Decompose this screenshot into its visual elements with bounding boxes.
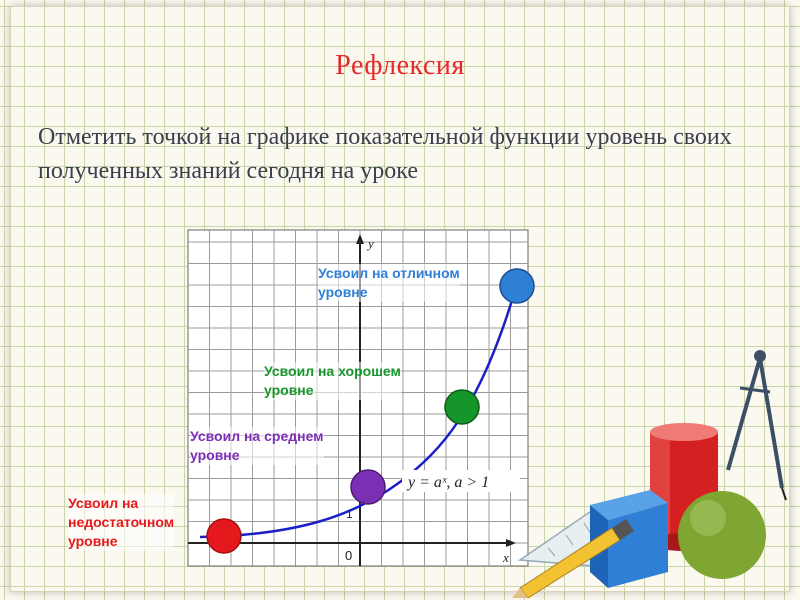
x-axis-label: x <box>503 550 509 565</box>
level-marker-insufficient <box>207 519 241 553</box>
origin-label: 0 <box>345 548 353 563</box>
slide-title: Рефлексия <box>335 50 465 81</box>
formula: y = aˣ, a > 1 <box>408 474 490 491</box>
level-marker-average <box>351 470 385 504</box>
y-tick-label-1: 1 <box>346 507 353 521</box>
slide-instruction: Отметить точкой на графике показательной функции уровень своих полученных знаний сегодня на уроке <box>38 124 732 184</box>
level-label-excellent: Усвоил на отличном уровне <box>318 265 460 300</box>
level-marker-excellent <box>500 269 534 303</box>
level-marker-good <box>445 390 479 424</box>
compass-icon <box>728 350 786 500</box>
green-sphere <box>678 491 766 579</box>
level-label-insufficient: Усвоил на недостаточном уровне <box>68 495 175 549</box>
level-label-average: Усвоил на среднем уровне <box>190 428 324 463</box>
y-axis-label: y <box>368 236 374 251</box>
level-label-good: Усвоил на хорошем уровне <box>264 363 401 398</box>
